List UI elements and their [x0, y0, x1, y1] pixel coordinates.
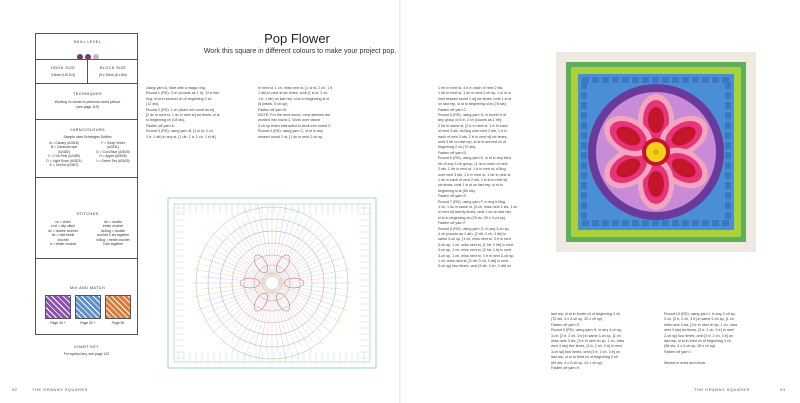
instruction-line: (72 sts, 4 x 3-ch sp, 20 x ch sp). [551, 317, 604, 322]
instruction-line: beginning sl st (60 sts). [438, 188, 476, 193]
stitch-item: tr = treble crochet [49, 242, 77, 247]
stitch-item: tr3tog = treble crochet [96, 237, 130, 242]
stitch-item: crochet 2 sts together [96, 233, 130, 238]
instruction-line: six times, omit 1 sl st on last rep, sl st to [438, 183, 503, 188]
instruction-line: 1 dtr] in next st six times, omit [1 sl st, 2 ch, [258, 91, 329, 96]
yarn-intro: Sample uses Scheepjes Softfun [63, 135, 112, 139]
yarn-item: B = Cardinal rope [50, 145, 78, 150]
instruction-line: NOTE: For the next round, most stitches are [258, 113, 331, 118]
instruction-line: ring, sl st in second ch of beginning 2 ch [146, 96, 212, 101]
instruction-line: 2 sts, 1 htr in next st, 1 tr in next st, tr3tog [438, 167, 506, 172]
instruction-line: over next 3 sts, 1 tr in next st, 1 htr in next st, [438, 172, 512, 177]
instruction-line: any group of 8 tr, 2 ch (counts as 1 htr), [438, 118, 503, 123]
instruction-line: 1 ch, 1 dc in same st, [3 ch, miss next 2 sts, 1 dc [438, 204, 518, 209]
instruction-line: 3-ch sp, 1 ch, miss next st, [2 htr, 1 tr] in next [438, 248, 512, 253]
chart-key-text: For symbol key, see page 122 [63, 352, 110, 356]
page-gutter [399, 0, 401, 403]
instruction-line: last rep, sl st in fourth ch of beginning 4 ch [551, 312, 621, 316]
plus-icon: + [93, 321, 96, 325]
instruction-line: Round 9 (RS): using yarn H, in any 3-ch sp, [551, 328, 623, 333]
instruction-line: last rep, sl st in third ch of beginning 3 ch [664, 339, 731, 344]
instruction-line: Fasten off yarn D. [438, 150, 468, 155]
instruction-line: Fasten off yarn H. [551, 366, 581, 371]
plus-icon: + [63, 321, 66, 325]
swatch-page-3: Page 56 [111, 321, 125, 325]
hook-size-heading: HOOK SIZE [50, 66, 76, 70]
skill-level-dots [76, 47, 100, 65]
chart-key-heading: CHART KEY [73, 345, 100, 349]
swatch-page-2 [72, 321, 104, 325]
instructions-column-4 [551, 312, 624, 371]
instruction-line: Fasten off yarn E. [438, 194, 468, 199]
yarn-item: H = Apple (#2539) [99, 154, 127, 159]
instruction-line: Round 4 (RS): using yarn C, sl st in any [258, 129, 323, 134]
yarn-item: D = Light Rose (#2523) [46, 158, 82, 163]
techniques-line-2: (see page 119) [76, 105, 99, 109]
swatch-3 [105, 295, 131, 319]
instruction-line: (84 sts, 4 x 2-ch sp, 24 x ch sp). [551, 360, 604, 365]
right-page-number: 93 [780, 387, 786, 392]
instruction-line: miss next 3 sts, [3 tr in next ch sp, 1 ch, miss [664, 322, 738, 327]
yarn-item: I = Green Tea (#2629) [96, 158, 130, 163]
instruction-line: 3-ch sp, 1 ch, miss next st, [1 htr, 2 htr] in next [438, 242, 514, 247]
right-footer: THE GRANNY SQUARES [694, 387, 750, 392]
page-title: Pop Flower [264, 31, 330, 46]
yarn-item: C = Hot Pink (#2485) [48, 154, 80, 159]
yarn-item: G = Cool Blue (#2620) [96, 149, 130, 154]
instruction-line: 1 htr in next st, 1 dc in next 2-ch sp, 1 sl st in [438, 91, 511, 96]
instruction-line: sl st in beginning dc (20 dc, 20 x 3-ch sp). [438, 215, 507, 220]
info-sidebar [35, 33, 138, 335]
yarn-item: (#2531) [107, 145, 119, 150]
instruction-line: missed round 2 st, [1 dc in next 2-ch sp, [258, 134, 324, 139]
instruction-line: Fasten off yarn I. [664, 349, 692, 354]
stitch-item: htr = half treble [51, 233, 75, 238]
instruction-line: Round 5 (RS): using yarn D, in fourth tr of [438, 113, 507, 118]
instruction-line: Fasten off yarn F. [438, 221, 467, 226]
stitch-item: dtr = double [103, 220, 122, 224]
instruction-line: Round 7 (RS): using yarn F, in any tr3tog, [438, 199, 506, 204]
swatch-1 [45, 295, 71, 319]
instruction-line: Fasten off yarn A. [146, 123, 175, 128]
instruction-line: Round 10 (RS): using yarn I, in any 2-ch sp, [664, 312, 736, 316]
techniques-heading: TECHNIQUES [73, 92, 102, 96]
instruction-line: Using yarn A, start with a magic ring. [146, 86, 206, 90]
instruction-line: 2-ch sp] four times, omit [3 tr, 2 ch, 3 tr] on [664, 333, 734, 338]
stitches-list-left [38, 220, 88, 246]
stitch-item: treble crochet [102, 224, 124, 229]
instruction-line: 1 dc in each of next 2 sts, 1 sl st in next st] [438, 177, 508, 182]
left-page-number: 92 [12, 387, 18, 392]
swatch-page-label: Page 52 [80, 321, 93, 325]
block-size-value: (5 x 15cm (6 x 6in) [98, 73, 128, 77]
swatch-2 [75, 295, 101, 319]
left-footer: THE GRANNY SQUARES [32, 387, 88, 392]
instruction-line: 1 htr in next st, 4 tr in each of next 2 sts, [438, 86, 504, 90]
instruction-line: (6 petals, 6 ch-sp). [258, 102, 289, 107]
instruction-line: Fasten off yarn B. [258, 107, 288, 112]
yarn-item: F = Deep Violet [101, 141, 125, 145]
instruction-line: same 3-ch sp, [1 ch, miss next st, 3 tr in next [438, 237, 511, 242]
instructions-column-2 [258, 86, 333, 140]
instruction-line: in next st, 1 ch, miss next st, [1 sl st, 2 ch, 1 tr, [258, 86, 334, 90]
instruction-line: (96 sts, 4 x 2-ch sp, 28 x ch sp). [664, 344, 717, 349]
instruction-line: omit 3 htr on last rep, sl st in second ch of [438, 140, 507, 145]
instruction-line: 3-ch sp] four times, omit [3 tr, 2 ch, 3 tr] on [551, 349, 621, 354]
yarn-colours-heading: YARN/COLOURS [70, 128, 105, 132]
instruction-line: 3-ch sp, 1 ch, miss next st, 3 tr in next 3-ch sp, [438, 253, 515, 258]
stitch-item: ch = chain [55, 220, 71, 224]
instruction-line: 2 htr in same st, [2 tr in next st, 1 tr in each [438, 123, 508, 128]
instruction-line: to beginning ch (18 sts). [146, 118, 186, 123]
instruction-line: Fasten off yarn C. [438, 107, 468, 112]
instruction-line: 1 ch, miss next st, [3 dtr, 3 ch, 3 dtr] in next [438, 259, 509, 263]
instruction-line: 4 ch (counts as 1 dtr), [2 dtr, 3 ch, 3 dtr] in [438, 231, 507, 236]
crochet-chart-diagram [166, 196, 378, 370]
swatch-page-1 [42, 321, 74, 325]
instructions-column-5 [664, 312, 737, 366]
skill-level-heading: SKILL LEVEL [73, 40, 102, 44]
yarn-list-right [88, 141, 138, 163]
yarn-item: (#2482) [58, 149, 70, 154]
instruction-line: htr of any 3-htr group, [1 dc in each of next [438, 161, 508, 166]
stitches-list-right [88, 220, 138, 246]
instruction-line: beginning 2 ch (72 sts). [438, 145, 477, 150]
instruction-line: Round 1 (RS): 3 ch (counts as 1 tr), 11 tr into [146, 91, 220, 96]
stitches-heading: STITCHES [76, 212, 99, 216]
instruction-line: last rep, sl st to third ch of beginning 3 ch [551, 355, 619, 360]
yarn-item: A = Canary (#2518) [49, 141, 79, 145]
hook-size-value: 3.5mm (US E/4) [50, 73, 76, 77]
instructions-column-3 [438, 86, 517, 270]
instruction-line: next 3 sts] five times, [3 tr, 2 ch, 3 tr] in next [551, 344, 622, 349]
yarn-item: E = Orchid (#2467) [49, 163, 79, 168]
pop-flower-square-photo [556, 52, 756, 252]
yarn-list-left [38, 141, 90, 167]
stitch-item: crochet [57, 237, 69, 242]
instruction-line: 3 ch, [2 tr, 2 ch, 3 tr] in same 2-ch sp, [1 ch, [664, 317, 735, 322]
instruction-line: next 3 sts] six times, [3 tr, 2 ch, 3 tr] in next [664, 328, 734, 333]
page-subtitle: Work this square in different colours to make your project pop. [203, 48, 397, 55]
instruction-line: each of next 3 sts, 2 tr in next st] six times, [438, 134, 508, 139]
stitch-item: sl st = slip stitch [51, 224, 75, 229]
instruction-line: in next st] twenty times, omit 1 dc on last rep, [438, 210, 512, 215]
stitch-item: 3 sts together [102, 242, 124, 247]
swatch-page-label: Page 30 [50, 321, 63, 325]
stitch-item: dc = double crochet [48, 228, 78, 233]
instruction-line: 3 ch sp when instructed to work into round 2. [258, 123, 332, 128]
techniques-line-1: Working in rounds to previous round (above [54, 100, 121, 104]
instruction-line: 3-ch sp] four times, omit [3 dtr, 3 ch, 3 dtr] on [438, 264, 512, 269]
block-size-heading: BLOCK SIZE [99, 66, 127, 70]
instruction-line: Weave in ends and block. [664, 360, 707, 365]
instructions-column-1 [146, 86, 220, 140]
instruction-line: (12 sts). [146, 102, 160, 107]
instruction-line: 3 ch, [2 tr, 2 ch, 3 tr] in same 3-ch sp, [1 ch, [551, 333, 622, 338]
instruction-line: miss next 3 sts, [3 tr in next ch sp, 1 ch, miss [551, 339, 625, 344]
instruction-line: of next 3 sts, dc2tog over next 2 sts, 1 tr in [438, 129, 508, 134]
instruction-line: 1 tr, 1 dtr] on last rep, sl st to beginning sl st [258, 96, 330, 101]
stitch-item: dc2tog = double [100, 228, 126, 233]
instruction-line: Round 8 (RS): using yarn G, in any 3-ch sp, [438, 226, 510, 231]
mix-and-match-heading: MIX AND MATCH [69, 286, 106, 290]
instruction-line: Round 3 (RS): using yarn B, [1 sl st, 2 ch, [146, 129, 214, 134]
instruction-line: Fasten off yarn G. [551, 322, 581, 327]
instruction-line: 1 tr, 1 dtr] in any st, [1 dtr, 1 tr, 2 ch, 1 sl st] [146, 134, 216, 139]
instruction-line: Round 6 (RS): using yarn E, sl st in any third [438, 156, 511, 161]
instruction-line: Round 2 (RS): 1 ch (does not count as st), [146, 107, 216, 112]
instruction-line: next missed round 2 st] six times, omit 1 sl st [438, 96, 512, 101]
instruction-line: [2 dc in next st, 1 dc in next st] six times, sl st [146, 113, 220, 118]
instruction-line: on last rep, sl st to beginning sl st (78 sts). [438, 102, 507, 107]
instruction-line: worked into round 2. Work over raised [258, 118, 321, 123]
